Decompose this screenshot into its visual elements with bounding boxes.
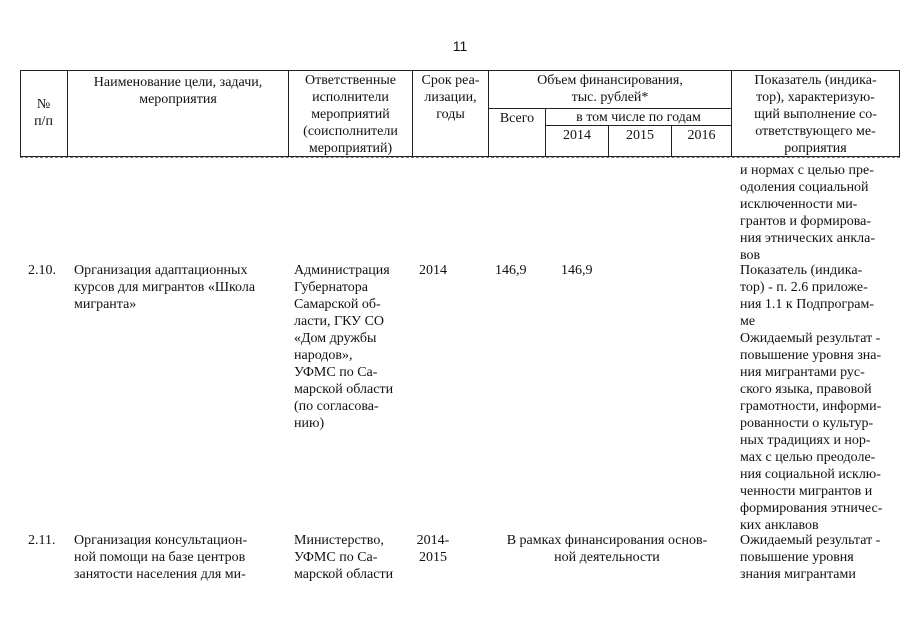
header-indicator: Показатель (индика- тор), характеризую- щий выполнение со- ответствующего ме- роприятия — [754, 73, 877, 156]
table-header — [20, 70, 900, 156]
row-responsible: Министерство, УФМС по Са- марской области — [294, 533, 394, 582]
row-term: 2014 — [419, 263, 447, 278]
header-year-2016: 2016 — [687, 128, 716, 143]
row-responsible: Администрация Губернатора Самарской об- ласти, ГКУ СО «Дом дружбы народов», УФМС по Са- марской области (по согласова- нию) — [294, 263, 394, 431]
page-number: 11 — [452, 38, 468, 54]
header-responsible: Ответственные исполнители мероприятий (соисполнители мероприятий) — [303, 73, 398, 156]
header-term: Срок реа- лизации, годы — [421, 73, 480, 122]
header-total: Всего — [499, 111, 535, 126]
row-indicator: Показатель (индика- тор) - п. 2.6 приложе- ния 1.1 к Подпрограм- ме Ожидаемый результат - повышение уровня зна- ния мигрантами рус- ского языка, правовой грамотности, информи- рованности о культур- ных традициях и нор- мах с целью преодоле- ния социальной исклю- ченности мигрантов и формирования этничес- ких анклавов — [740, 263, 883, 533]
row-number: 2.11. — [28, 533, 56, 548]
carryover-text: и нормах с целью пре- одоления социальной исключенности ми- грантов и формирова- ния этнических анкла- вов — [740, 163, 876, 263]
row-indicator: Ожидаемый результат - повышение уровня знания мигрантами — [740, 533, 881, 582]
header-divider — [20, 157, 900, 158]
row-year-2014: 146,9 — [561, 263, 593, 278]
header-num: № п/п — [34, 97, 53, 129]
row-name: Организация консультацион- ной помощи на базе центров занятости населения для ми- — [74, 533, 248, 582]
header-year-2014: 2014 — [563, 128, 591, 143]
header-year-2015: 2015 — [626, 128, 654, 143]
header-name: Наименование цели, задачи, мероприятия — [93, 75, 263, 107]
header-financing: Объем финансирования, тыс. рублей* — [537, 73, 683, 105]
row-financing: В рамках финансирования основ- ной деятельности — [506, 533, 708, 565]
row-term: 2014- 2015 — [416, 533, 450, 565]
row-total: 146,9 — [495, 263, 527, 278]
row-number: 2.10. — [28, 263, 56, 278]
header-by-years: в том числе по годам — [576, 110, 701, 125]
row-name: Организация адаптационных курсов для мигрантов «Школа мигранта» — [74, 263, 256, 312]
